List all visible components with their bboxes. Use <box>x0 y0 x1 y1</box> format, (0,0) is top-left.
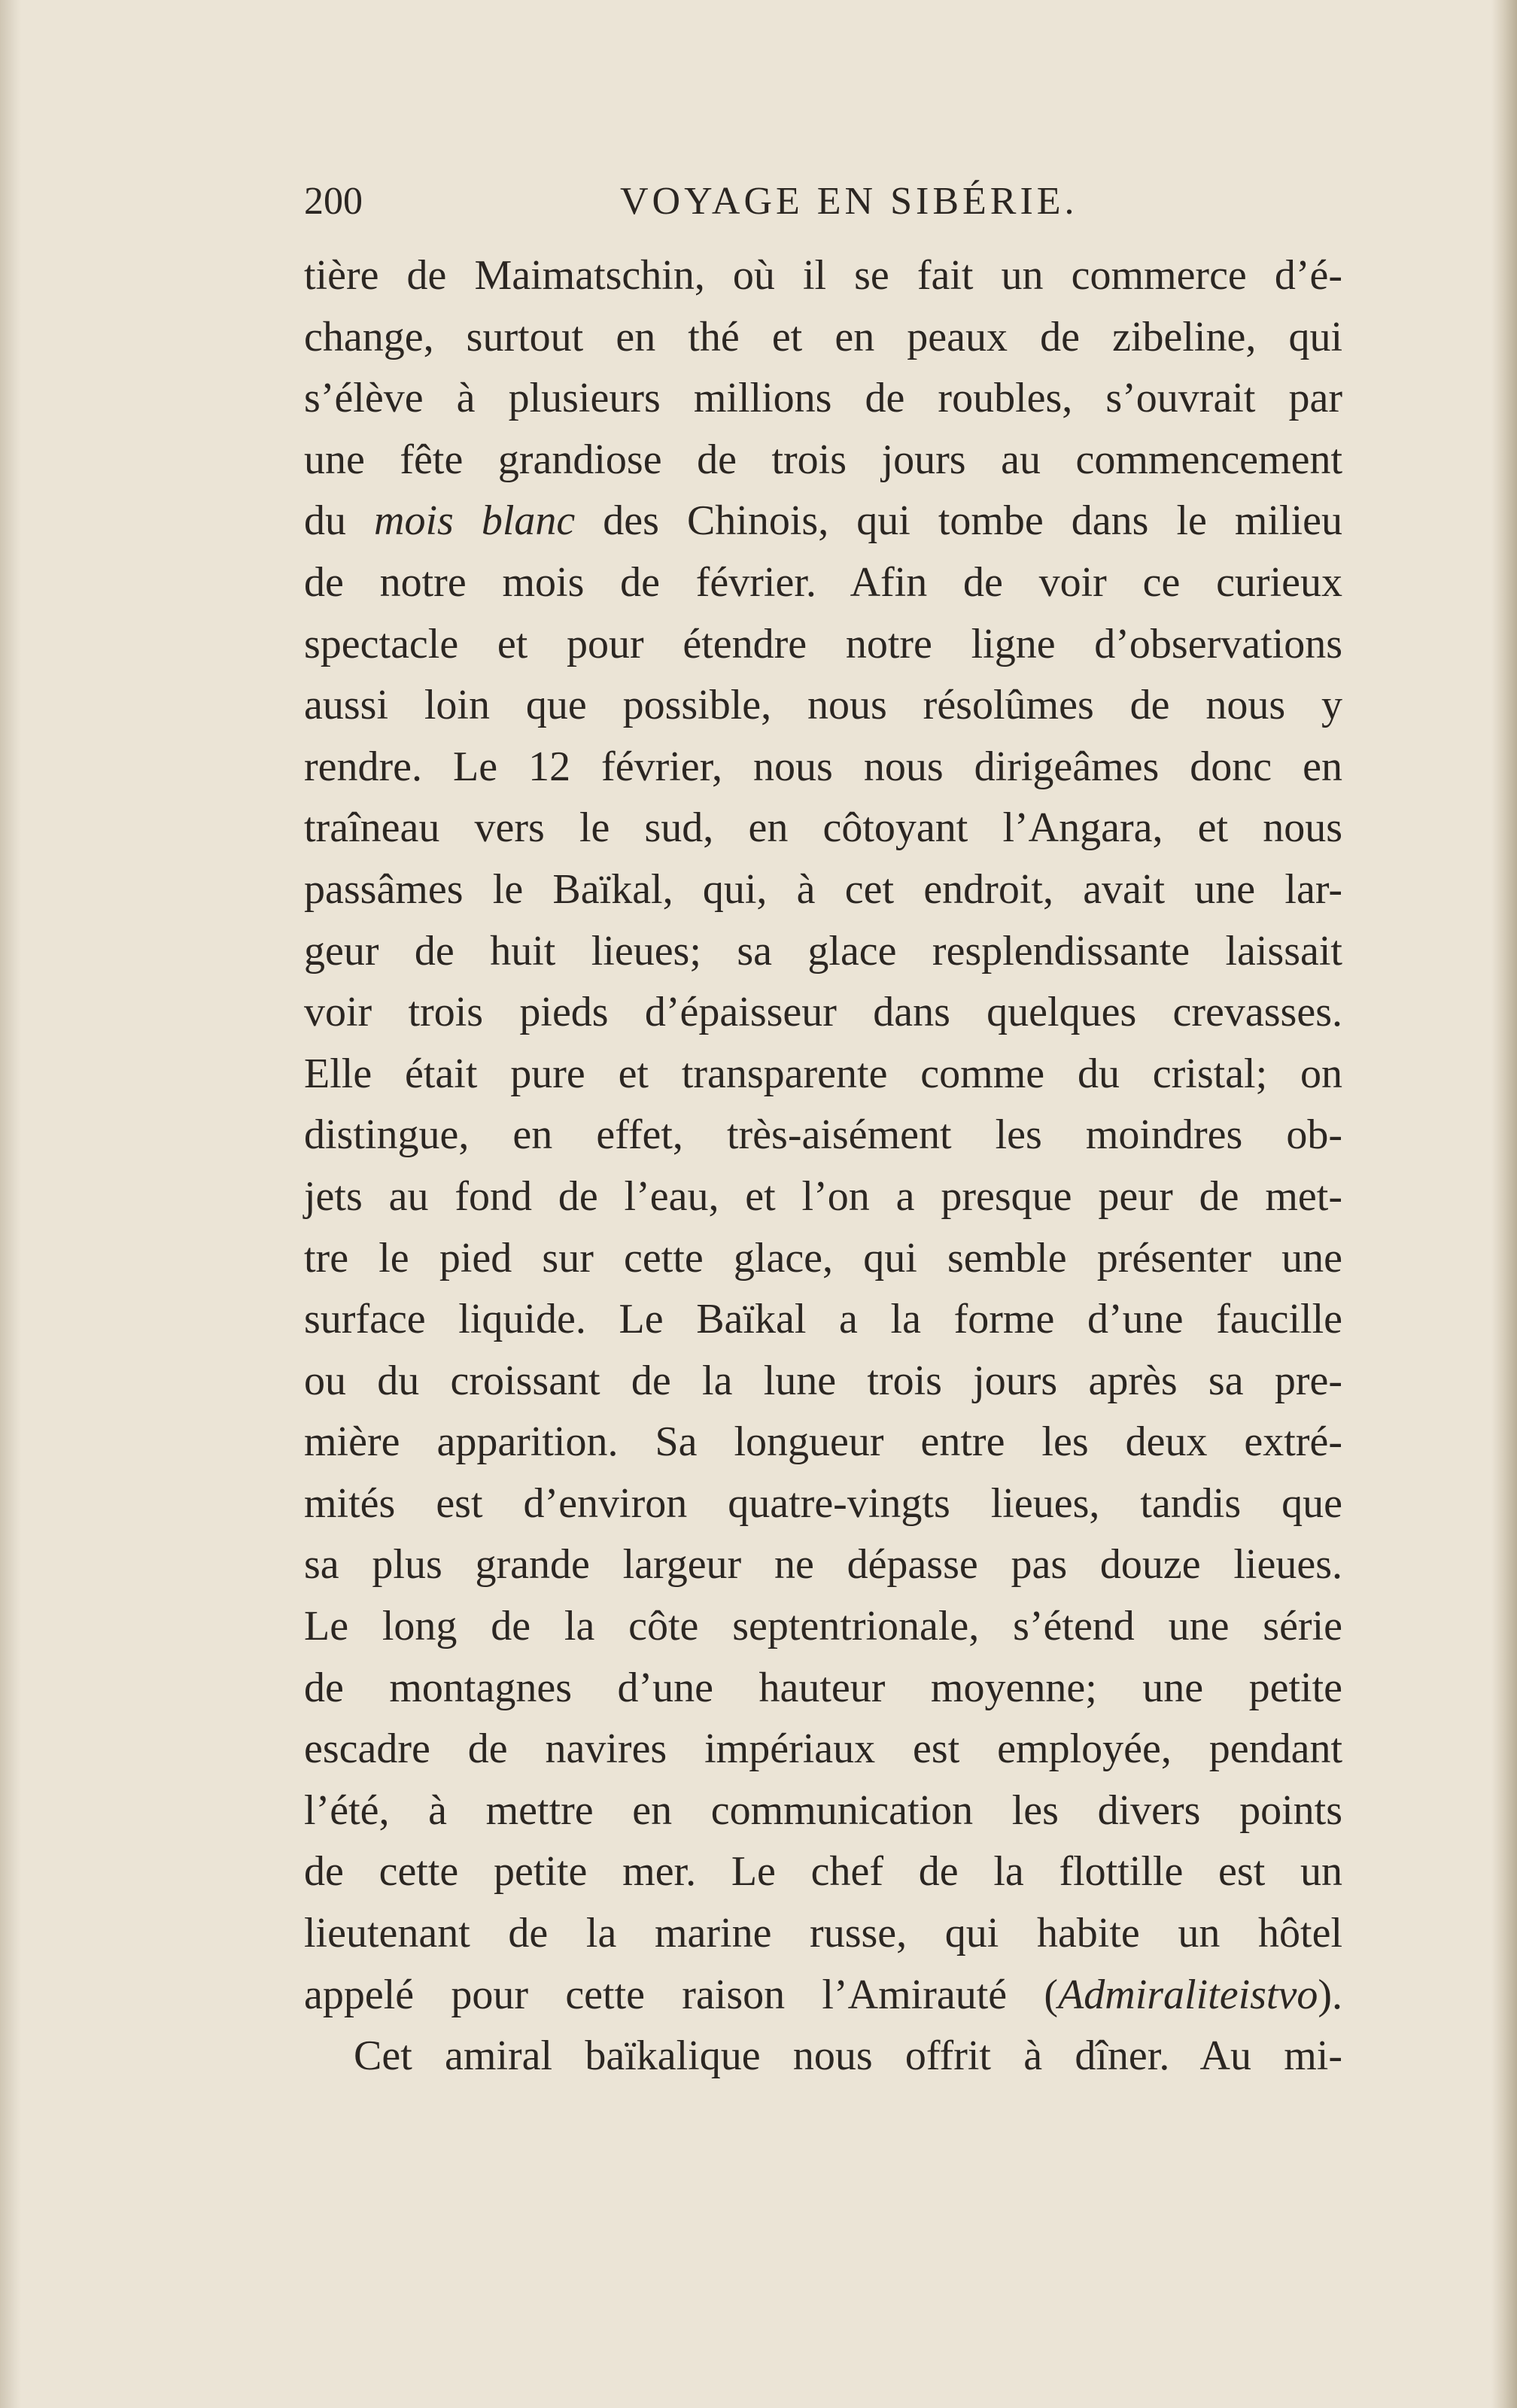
line-segment: des Chinois, qui tombe dans le milieu <box>575 497 1343 545</box>
text-line: change, surtout en thé et en peaux de zibeline, qui <box>304 313 1342 360</box>
text-line: distingue, en effet, très-aisément les moindres ob- <box>304 1111 1342 1159</box>
text-line: aussi loin que possible, nous résolûmes de nous y <box>304 682 1342 729</box>
text-line: geur de huit lieues; sa glace resplendissante laissait <box>304 927 1342 974</box>
text-line: l’été, à mettre en communication les divers points <box>304 1786 1342 1834</box>
page-number: 200 <box>304 180 363 223</box>
line-segment: appelé pour cette raison l’Amirauté ( <box>304 1971 1059 2018</box>
text-line: s’élève à plusieurs millions de roubles, s’ouvrait par <box>304 375 1342 422</box>
text-line: lieutenant de la marine russe, qui habite un hôtel <box>304 1910 1342 1957</box>
text-line: escadre de navires impériaux est employée, pendant <box>304 1725 1342 1773</box>
page-edge-left <box>0 0 21 2408</box>
italic-phrase: mois blanc <box>374 497 576 545</box>
text-line: ou du croissant de la lune trois jours après sa pre- <box>304 1357 1342 1404</box>
text-line: de montagnes d’une hauteur moyenne; une petite <box>304 1664 1342 1711</box>
text-line <box>304 491 1342 552</box>
body-text <box>304 245 1342 2087</box>
text-line: de notre mois de février. Afin de voir ce curieux <box>304 558 1342 606</box>
text-line: une fête grandiose de trois jours au commencement <box>304 436 1342 483</box>
text-line: de cette petite mer. Le chef de la flottille est un <box>304 1848 1342 1896</box>
line-segment: du <box>304 497 375 545</box>
italic-phrase: Admiraliteistvo <box>1058 1971 1318 2018</box>
text-line: Le long de la côte septentrionale, s’étend une série <box>304 1603 1342 1650</box>
line-segment: ). <box>1318 1971 1342 2018</box>
text-line: traîneau vers le sud, en côtoyant l’Angara, et nous <box>304 804 1342 852</box>
text-line: tière de Maimatschin, où il se fait un commerce d’é- <box>304 252 1342 299</box>
running-header <box>304 175 1342 229</box>
text-line: surface liquide. Le Baïkal a la forme d’une faucille <box>304 1296 1342 1343</box>
text-line: sa plus grande largeur ne dépasse pas douze lieues. <box>304 1541 1342 1589</box>
text-line: mités est d’environ quatre-vingts lieues, tandis que <box>304 1479 1342 1527</box>
text-line: voir trois pieds d’épaisseur dans quelques crevasses. <box>304 989 1342 1036</box>
text-line: passâmes le Baïkal, qui, à cet endroit, avait une lar- <box>304 865 1342 913</box>
text-line: tre le pied sur cette glace, qui semble présenter une <box>304 1234 1342 1282</box>
text-line: jets au fond de l’eau, et l’on a presque peur de met- <box>304 1172 1342 1220</box>
page-edge-right <box>1491 0 1517 2408</box>
text-line: spectacle et pour étendre notre ligne d’observations <box>304 620 1342 667</box>
text-line: Elle était pure et transparente comme du cristal; on <box>304 1050 1342 1097</box>
running-title: VOYAGE EN SIBÉRIE. <box>620 180 1078 223</box>
text-line <box>304 1965 1342 2026</box>
text-line: rendre. Le 12 février, nous nous dirigeâmes donc en <box>304 743 1342 790</box>
text-line: Cet amiral baïkalique nous offrit à dîner. Au mi- <box>354 2033 1342 2080</box>
text-line: mière apparition. Sa longueur entre les deux extré- <box>304 1418 1342 1466</box>
